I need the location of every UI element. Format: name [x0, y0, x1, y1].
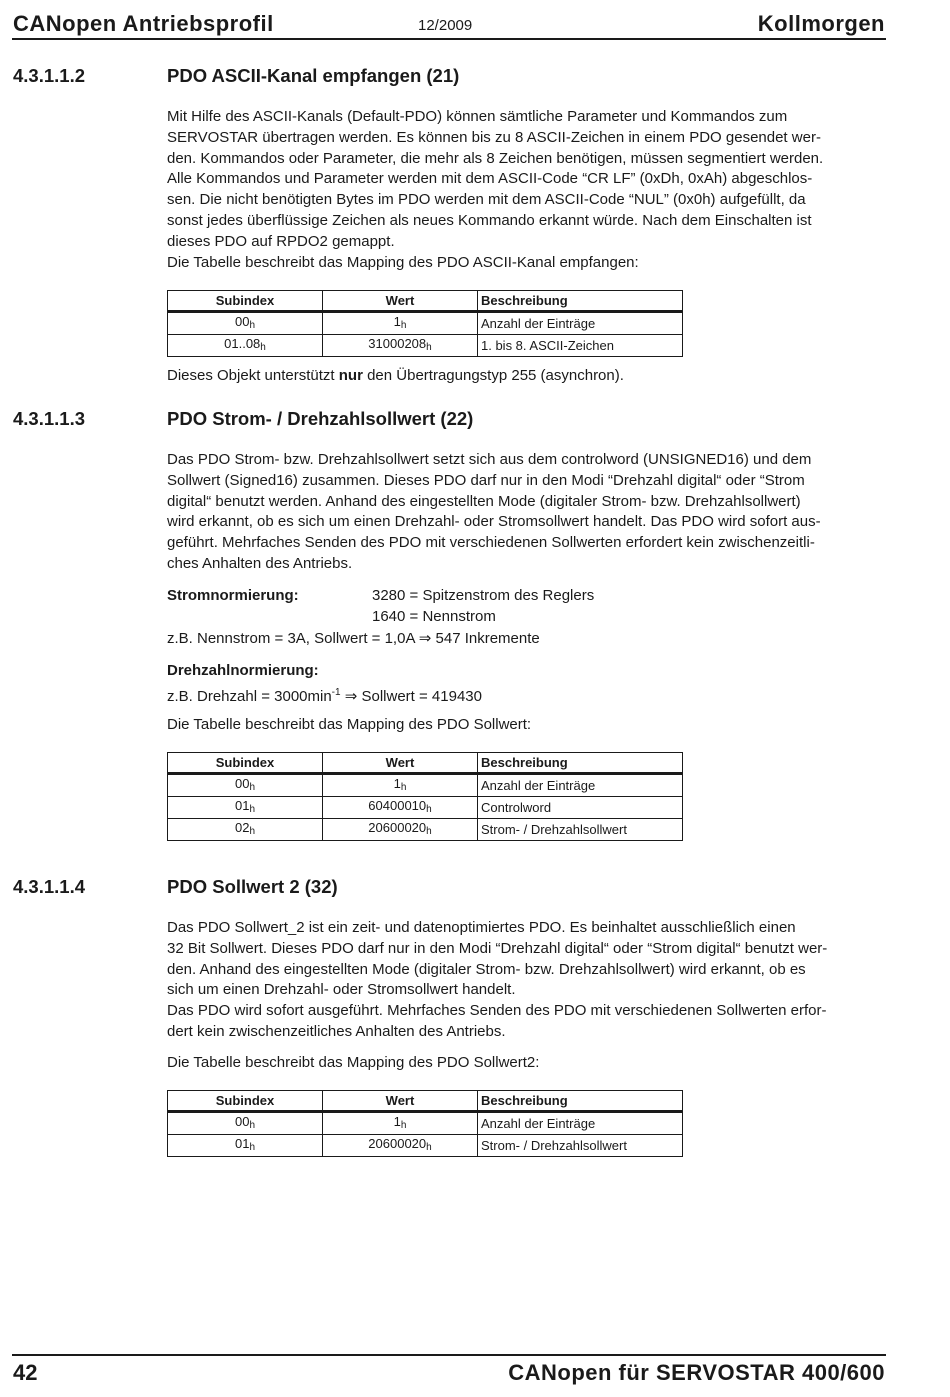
table-cell: Controlword [478, 797, 683, 819]
section-body [167, 450, 887, 575]
drehzahl-text: ⇒ Sollwert = 419430 [340, 688, 482, 705]
body-line: SERVOSTAR übertragen werden. Es können bis zu 8 ASCII-Zeichen in einem PDO gesendet wer- [167, 128, 821, 146]
header-rule [12, 38, 886, 40]
strom-value: 1640 = Nennstrom [372, 608, 496, 625]
section-note [167, 366, 887, 387]
note-text: Dieses Objekt unterstützt [167, 367, 339, 384]
header-title: CANopen Antriebsprofil [13, 11, 274, 36]
table-cell: $01..08_h$ [168, 335, 323, 357]
footer-rule [12, 1354, 886, 1356]
body-line: 32 Bit Sollwert. Dieses PDO darf nur in den Modi “Drehzahl digital“ oder “Strom digital“ benutzt wer- [167, 939, 828, 957]
table-cell: $01_h$ [168, 797, 323, 819]
body-line: ches Anhalten des Antriebs. [167, 554, 353, 572]
body-line: Sollwert (Signed16) zusammen. Dieses PDO darf nur in den Modi “Drehzahl digital“ oder “Strom [167, 471, 805, 489]
table-intro: Die Tabelle beschreibt das Mapping des PDO Sollwert2: [167, 1054, 540, 1071]
section-number: 4.3.1.1.2 [13, 65, 86, 86]
header-date: 12/2009 [418, 17, 473, 34]
table-row [168, 819, 683, 841]
table-cell: $1_h$ [323, 312, 478, 335]
table-row [168, 797, 683, 819]
table-cell: $00_h$ [168, 774, 323, 797]
drehzahl-label: Drehzahlnormierung: [167, 662, 319, 679]
mapping-table [167, 1090, 683, 1157]
header-brand: Kollmorgen [757, 11, 885, 36]
strom-value: 3280 = Spitzenstrom des Reglers [372, 587, 595, 604]
body-line: Das PDO Sollwert_2 ist ein zeit- und datenoptimiertes PDO. Es beinhaltet ausschließlich einen [167, 919, 796, 936]
table-cell: Anzahl der Einträge [478, 774, 683, 797]
section-body [167, 918, 887, 1043]
strom-example: z.B. Nennstrom = 3A, Sollwert = 1,0A ⇒ 547 Inkremente [167, 630, 540, 647]
body-line: dert kein zwischenzeitliches Anhalten des Antriebs. [167, 1022, 506, 1040]
table-cell: $31000208_h$ [323, 335, 478, 357]
table-cell: $01_h$ [168, 1135, 323, 1157]
column-header: Wert [323, 291, 478, 312]
column-header: Wert [323, 1091, 478, 1112]
table-cell: $1_h$ [323, 1112, 478, 1135]
column-header: Subindex [168, 1091, 323, 1112]
section-number: 4.3.1.1.4 [13, 876, 86, 897]
column-header: Subindex [168, 291, 323, 312]
body-line: digital“ benutzt werden. Anhand des eingestellten Mode (digitaler Strom- bzw. Drehzahlsollwert) [167, 492, 801, 510]
exponent: -1 [331, 687, 341, 698]
section-title: PDO ASCII-Kanal empfangen (21) [167, 65, 460, 86]
body-line: sich um einen Drehzahl- oder Stromsollwert handelt. [167, 981, 516, 999]
table-cell: Strom- / Drehzahlsollwert [478, 819, 683, 841]
table-row [168, 1112, 683, 1135]
table-cell: $60400010_h$ [323, 797, 478, 819]
note-emphasis: nur [338, 367, 363, 384]
table-cell: $20600020_h$ [323, 819, 478, 841]
strom-label: Stromnormierung: [167, 587, 299, 604]
footer-title: CANopen für SERVOSTAR 400/600 [508, 1360, 885, 1385]
table-row [168, 774, 683, 797]
table-cell: $20600020_h$ [323, 1135, 478, 1157]
table-cell: Strom- / Drehzahlsollwert [478, 1135, 683, 1157]
body-line: Mit Hilfe des ASCII-Kanals (Default-PDO) können sämtliche Parameter und Kommandos zum [167, 108, 788, 125]
table-header-row [168, 753, 683, 774]
table-cell: Anzahl der Einträge [478, 312, 683, 335]
body-line: Das PDO Strom- bzw. Drehzahlsollwert setzt sich aus dem controlword (UNSIGNED16) und dem [167, 451, 812, 468]
table-cell: $02_h$ [168, 819, 323, 841]
section-title: PDO Strom- / Drehzahlsollwert (22) [167, 408, 474, 429]
body-line: Alle Kommandos und Parameter werden mit dem ASCII-Code “CR LF” (0xDh, 0xAh) abgeschlos- [167, 170, 813, 188]
table-intro: Die Tabelle beschreibt das Mapping des PDO Sollwert: [167, 716, 532, 733]
body-line: den. Anhand des eingestellten Mode (digitaler Strom- bzw. Drehzahlsollwert) wird erkannt, ob es [167, 960, 806, 978]
table-cell: 1. bis 8. ASCII-Zeichen [478, 335, 683, 357]
table-cell: $1_h$ [323, 774, 478, 797]
table-row [168, 1135, 683, 1157]
table-header-row [168, 291, 683, 312]
mapping-table [167, 290, 683, 357]
column-header: Beschreibung [478, 291, 683, 312]
drehzahl-example [167, 683, 887, 708]
table-cell: $00_h$ [168, 1112, 323, 1135]
table-row [168, 335, 683, 357]
table-cell: $00_h$ [168, 312, 323, 335]
section-number: 4.3.1.1.3 [13, 408, 86, 429]
page-number: 42 [13, 1360, 38, 1385]
body-line: Das PDO wird sofort ausgeführt. Mehrfaches Senden des PDO mit verschiedenen Sollwerten erfor- [167, 1002, 827, 1020]
body-line: sonst jedes überflüssige Zeichen als neues Kommando erkannt würde. Nach dem Einschalten ist [167, 211, 812, 229]
body-line: den. Kommandos oder Parameter, die mehr als 8 Zeichen benötigen, müssen segmentiert werden. [167, 149, 824, 167]
column-header: Beschreibung [478, 1091, 683, 1112]
mapping-table [167, 752, 683, 841]
section-title: PDO Sollwert 2 (32) [167, 876, 338, 897]
body-line: wird erkannt, ob es sich um einen Drehzahl- oder Stromsollwert handelt. Das PDO wird sofort aus- [167, 513, 821, 531]
table-row [168, 312, 683, 335]
body-line: geführt. Mehrfaches Senden des PDO mit verschiedenen Sollwerten erfordert kein zwischenzeitli- [167, 534, 815, 552]
column-header: Wert [323, 753, 478, 774]
table-header-row [168, 1091, 683, 1112]
table-cell: Anzahl der Einträge [478, 1112, 683, 1135]
body-line: Die Tabelle beschreibt das Mapping des PDO ASCII-Kanal empfangen: [167, 253, 639, 271]
section-body [167, 107, 887, 273]
note-text: den Übertragungstyp 255 (asynchron). [362, 367, 624, 384]
body-line: sen. Die nicht benötigten Bytes im PDO werden mit dem ASCII-Code “NUL” (0x0h) aufgefüllt, da [167, 191, 806, 209]
column-header: Beschreibung [478, 753, 683, 774]
drehzahl-text: z.B. Drehzahl = 3000min [167, 688, 332, 705]
column-header: Subindex [168, 753, 323, 774]
body-line: dieses PDO auf RPDO2 gemappt. [167, 232, 395, 250]
